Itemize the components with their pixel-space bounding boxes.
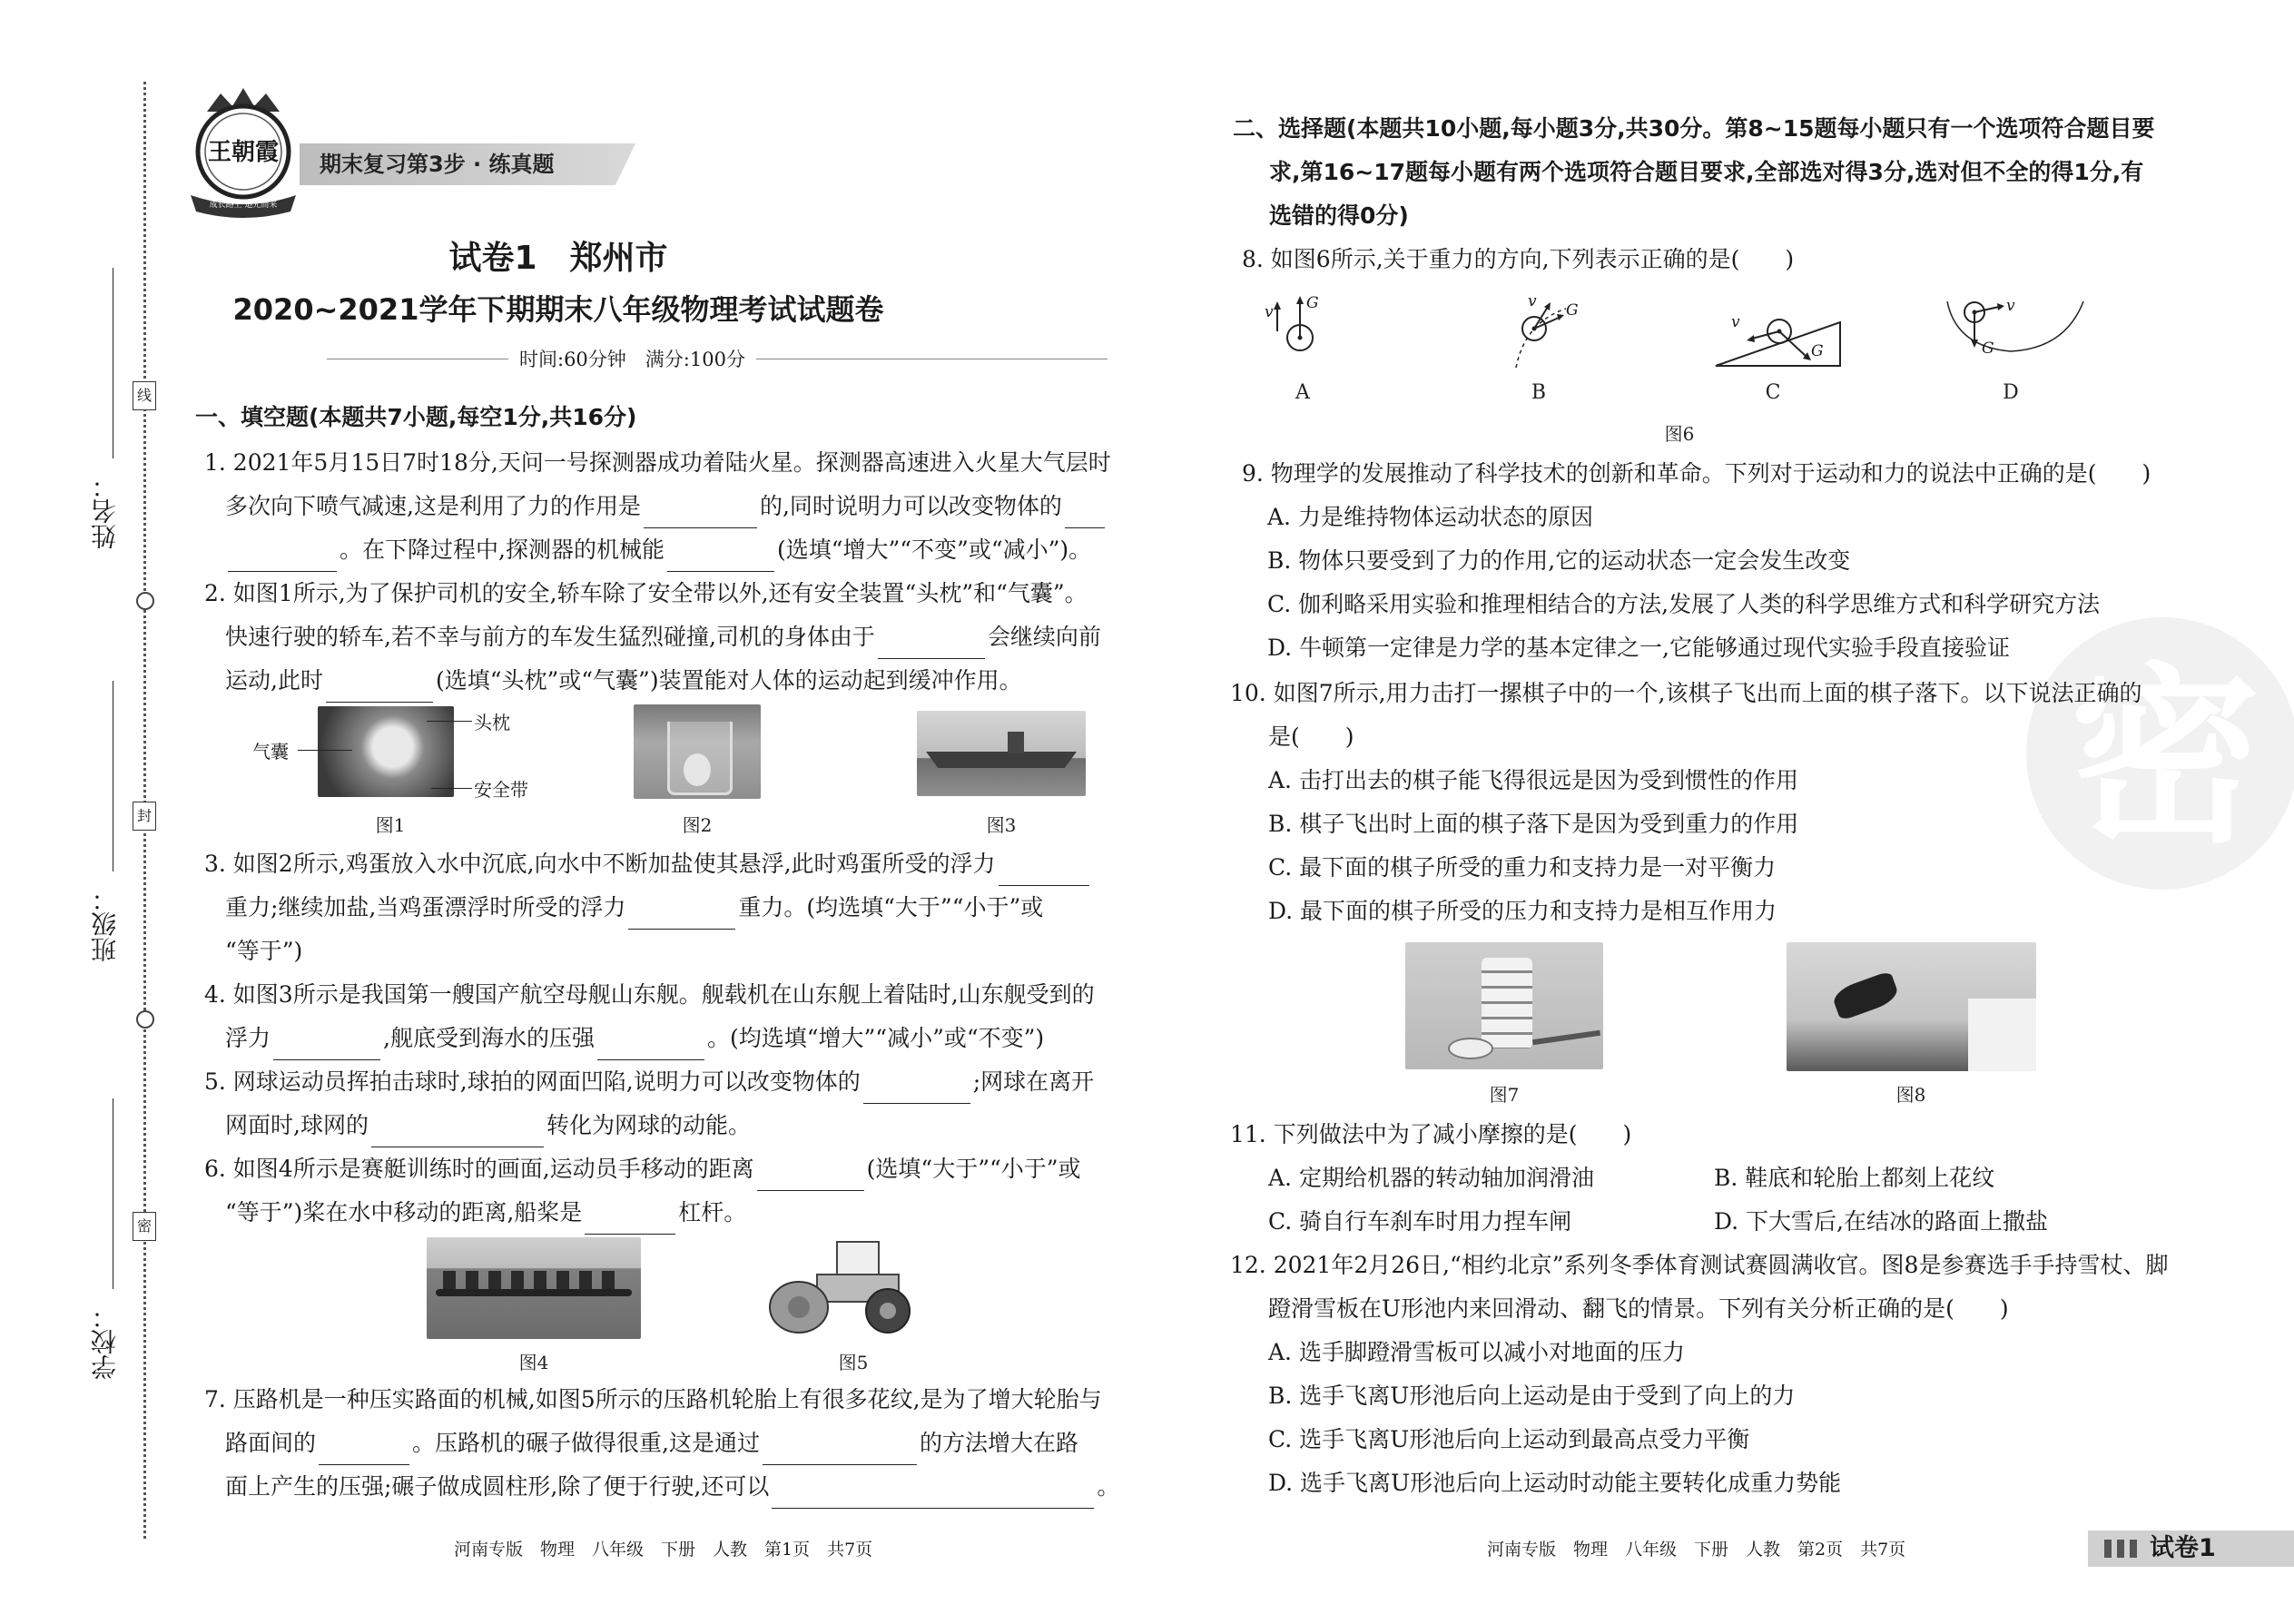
q6-blank-1[interactable] [757,1165,864,1191]
q6-blank-2[interactable] [585,1208,675,1235]
q1-blank-2b[interactable] [228,546,337,572]
q2-line1: 2. 如图1所示,为了保护司机的安全,轿车除了安全带以外,还有安全装置“头枕”和“气囊”。 [204,580,1088,606]
footer-tag: 试卷1 [2150,1534,2216,1562]
seal-char-line: 线 [133,381,156,410]
q12-option-a[interactable]: A. 选手脚蹬滑雪板可以减小对地面的压力 [1268,1339,1685,1365]
fig6-label-c: C [1765,381,1781,404]
exam-info: 时间:60分钟 满分:100分 [508,345,756,372]
q3-blank-1[interactable] [999,860,1089,886]
q12-option-d[interactable]: D. 选手飞离U形池后向上运动时动能主要转化成重力势能 [1268,1470,1842,1496]
fig4-rowers [443,1271,625,1289]
q2-blank-2[interactable] [326,676,433,703]
fig6-d-g-label: G [1982,340,1994,358]
q1-blank-3[interactable] [667,546,774,572]
q3-blank-2[interactable] [628,903,735,930]
fig6-a-g-label: G [1306,294,1319,312]
q1-blank-2a[interactable] [1065,502,1105,528]
question-1: 1. 2021年5月15日7时18分,天问一号探测器成功着陆火星。探测器高速进入火星大气层时 多次向下喷气减速,这是利用了力的作用是 的,同时说明力可以改变物体的 。在下降过程中,探测器的机械能 (选填“增大”“不变”或“减小”)。 [204,441,1111,572]
q1-blank-1[interactable] [644,502,757,528]
logo-text: 王朝霞 [207,139,279,166]
question-8: 8. 如图6所示,关于重力的方向,下列表示正确的是( ) [1242,246,1795,272]
question-6: 6. 如图4所示是赛艇训练时的画面,运动员手移动的距离 (选填“大于”“小于”或 “等于”)桨在水中移动的距离,船桨是 杠杆。 [204,1147,1081,1235]
section2-heading: 二、选择题(本题共10小题,每小题3分,共30分。第8~15题每小题只有一个选项符合题目要 求,第16~17题每小题有两个选项符合题目要求,全部选对得3分,选对但不全的得1分,有 选错的得0分) [1233,115,2155,229]
fig6-c-v-label: v [1731,313,1740,331]
exam-subtitle: 2020~2021学年下期期末八年级物理考试试题卷 [232,292,884,327]
q4-blank-2[interactable] [597,1034,704,1060]
fig2-caption: 图2 [682,814,713,836]
fig7-flying-piece [1448,1038,1493,1059]
question-9: 9. 物理学的发展推动了科学技术的创新和革命。下列对于运动和力的说法中正确的是( ) A. 力是维持物体运动状态的原因 B. 物体只要受到了力的作用,它的运动状态一定会发生改变 C. 伽利略采用实验和推理相结合的方法,发展了人类的科学思维方式和科学研究方法 D. 牛顿第一定律是力学的基本定律之一,它能够通过现代实验手段直接验证 [1242,452,2151,670]
fig6-label-d: D [2003,381,2019,404]
seal-char-seal: 封 [133,802,156,831]
q10-option-c[interactable]: C. 最下面的棋子所受的重力和支持力是一对平衡力 [1268,854,1777,881]
figure-5-road-roller-drawing [763,1235,917,1339]
footer-right: 河南专版 物理 八年级 下册 人教 第2页 共7页 [1487,1540,1906,1560]
question-7: 7. 压路机是一种压实路面的机械,如图5所示的压路机轮胎上有很多花纹,是为了增大轮胎与 路面间的 。压路机的碾子做得很重,这是通过 的方法增大在路 面上产生的压强;碾子做成圆柱形,除了便于行驶,还可以 。 [204,1378,1119,1509]
q12-option-b[interactable]: B. 选手飞离U形池后向上运动是由于受到了向上的力 [1268,1383,1796,1409]
fig3-caption: 图3 [986,814,1017,836]
fig3-ship-hull [926,752,1077,768]
q9-option-c[interactable]: C. 伽利略采用实验和推理相结合的方法,发展了人类的科学思维方式和科学研究方法 [1267,591,2101,617]
question-5: 5. 网球运动员挥拍击球时,球拍的网面凹陷,说明力可以改变物体的 ;网球在离开 网面时,球网的 转化为网球的动能。 [204,1060,1094,1147]
class-label: 班级： [90,886,120,962]
fig6-option-a-diagram [1257,290,1330,363]
q11-option-d[interactable]: D. 下大雪后,在结冰的路面上撒盐 [1714,1208,2048,1235]
fig1-label-seatbelt: 安全带 [474,779,528,801]
seal-char-secret: 密 [133,1212,156,1241]
fig6-b-v-label: v [1528,292,1537,310]
watermark-char: 密 [2069,646,2260,869]
fig6-b-g-label: G [1566,301,1579,320]
banner-text: 期末复习第3步 · 练真题 [320,152,555,177]
fig1-label-airbag: 气囊 [252,741,289,763]
fig7-stack [1482,958,1532,1048]
binding-mark-icon [136,592,154,610]
q9-option-b[interactable]: B. 物体只要受到了力的作用,它的运动状态一定会发生改变 [1267,547,1851,574]
fig2-egg [684,753,711,786]
fig6-option-c-diagram [1711,295,1847,372]
q9-option-d[interactable]: D. 牛顿第一定律是力学的基本定律之一,它能够通过现代实验手段直接验证 [1267,635,2010,661]
question-3: 3. 如图2所示,鸡蛋放入水中沉底,向水中不断加盐使其悬浮,此时鸡蛋所受的浮力 重力;继续加盐,当鸡蛋漂浮时所受的浮力 重力。(均选填“大于”“小于”或 “等于”) [204,842,1092,973]
fig6-label-b: B [1531,381,1547,404]
fig7-caption: 图7 [1489,1084,1520,1106]
fig4-boat [436,1289,632,1296]
q5-blank-2[interactable] [371,1121,544,1147]
fig4-caption: 图4 [518,1352,549,1373]
fig1-leader-seatbelt [431,788,472,789]
q7-blank-1[interactable] [319,1439,409,1465]
q10-option-d[interactable]: D. 最下面的棋子所受的压力和支持力是相互作用力 [1268,898,1777,924]
q9-option-a[interactable]: A. 力是维持物体运动状态的原因 [1267,504,1593,530]
fig5-caption: 图5 [838,1352,869,1373]
school-label: 学校： [90,1304,120,1380]
fig1-leader-airbag [298,750,352,751]
question-11: 11. 下列做法中为了减小摩擦的是( ) [1230,1121,1632,1147]
question-10: 10. 如图7所示,用力击打一摞棋子中的一个,该棋子飞出而上面的棋子落下。以下说法正确的 是( ) A. 击打出去的棋子能飞得很远是因为受到惯性的作用 B. 棋子飞出时上面的棋子落下是因为受到重力的作用 C. 最下面的棋子所受的重力和支持力是一对平衡力 D. 最下面的棋子所受的压力和支持力是相互作用力 [1230,672,2142,933]
fig6-caption: 图6 [1664,423,1695,445]
figure-1-car-airbag-photo [318,706,454,797]
brand-logo [180,86,307,222]
q7-blank-2[interactable] [763,1439,917,1465]
footer-tag-dots [2104,1540,2141,1558]
exam-title: 试卷1 郑州市 [448,240,668,277]
question-4: 4. 如图3所示是我国第一艘国产航空母舰山东舰。舰载机在山东舰上着陆时,山东舰受到的 浮力 ,舰底受到海水的压强 。(均选填“增大”“减小”或“不变”) [204,973,1095,1060]
fig1-caption: 图1 [375,814,406,836]
fig6-d-v-label: v [2006,297,2015,315]
q4-blank-1[interactable] [273,1034,380,1060]
fig6-option-b-diagram [1493,290,1593,372]
question-12: 12. 2021年2月26日,“相约北京”系列冬季体育测试赛圆满收官。图8是参赛选手手持雪杖、脚 蹬滑雪板在U形池内来回滑动、翻飞的情景。下列有关分析正确的是( ) A. 选手脚蹬滑雪板可以减小对地面的压力 B. 选手飞离U形池后向上运动是由于受到了向上的力 C. 选手飞离U形池后向上运动到最高点受力平衡 D. 选手飞离U形池后向上运动时动能主要转化成重力势能 [1230,1244,2168,1505]
name-label: 姓名： [90,473,120,549]
fig1-label-headrest: 头枕 [474,712,510,733]
fig8-halfpipe-wall [1968,999,2036,1071]
logo-motto: 成长路上 追光而来 [209,201,278,210]
question-2: 2. 如图1所示,为了保护司机的安全,轿车除了安全带以外,还有安全装置“头枕”和“气囊”。 快速行驶的轿车,若不幸与前方的车发生猛烈碰撞,司机的身体由于 会继续向前 运动,此时 (选填“头枕”或“气囊”)装置能对人体的运动起到缓冲作用。 [204,572,1101,703]
q5-blank-1[interactable] [863,1078,970,1104]
fig6-c-g-label: G [1811,342,1824,360]
q12-option-c[interactable]: C. 选手飞离U形池后向上运动到最高点受力平衡 [1268,1426,1750,1452]
fig6-option-d-diagram [1943,292,2088,369]
q1-line1: 1. 2021年5月15日7时18分,天问一号探测器成功着陆火星。探测器高速进入火星大气层时 [204,449,1111,476]
fig8-caption: 图8 [1895,1084,1926,1106]
section1-heading: 一、填空题(本题共7小题,每空1分,共16分) [195,404,637,430]
fig6-label-a: A [1295,381,1310,404]
fig1-leader-headrest [427,721,472,722]
footer-left: 河南专版 物理 八年级 下册 人教 第1页 共7页 [454,1540,873,1560]
q7-blank-3[interactable] [772,1482,1094,1509]
q11-option-a[interactable]: A. 定期给机器的转动轴加润滑油 [1268,1165,1594,1191]
fig3-ship-island [1008,732,1024,753]
q11-option-c[interactable]: C. 骑自行车刹车时用力捏车闸 [1268,1208,1572,1235]
fig6-a-v-label: v [1265,303,1274,321]
binding-mark-icon [136,1010,154,1029]
q11-option-b[interactable]: B. 鞋底和轮胎上都刻上花纹 [1714,1165,1995,1191]
q10-option-a[interactable]: A. 击打出去的棋子能飞得很远是因为受到惯性的作用 [1268,767,1798,793]
q2-blank-1[interactable] [878,633,985,659]
q10-option-b[interactable]: B. 棋子飞出时上面的棋子落下是因为受到重力的作用 [1268,811,1799,837]
